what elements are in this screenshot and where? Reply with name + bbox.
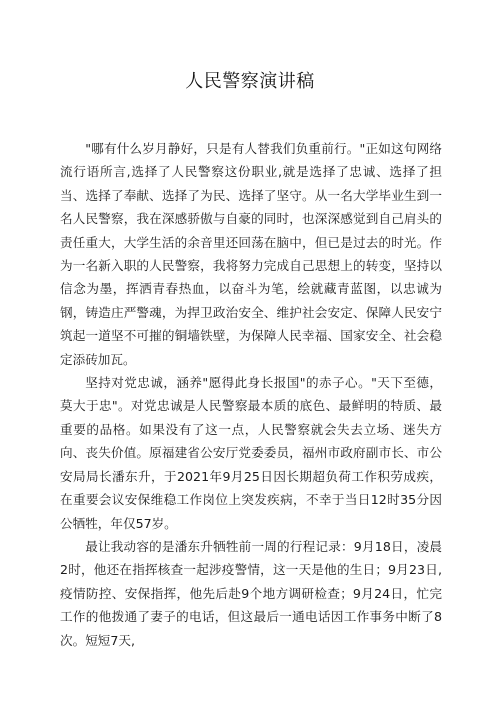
paragraph: 最让我动容的是潘东升牺牲前一周的行程记录：9月18日，凌晨2时，他还在指挥核查一起涉疫警情，这一天是他的生日；9月23日,疫情防控、安保指挥，他先后赴9个地方调研检查；9月24日，忙完工作的他拨通了妻子的电话，但这最后一通电话因工作事务中断了8次。短短7天, bbox=[60, 538, 442, 648]
document-title: 人民警察演讲稿 bbox=[185, 71, 315, 92]
paragraph: 坚持对党忠诚，涵养"愿得此身长报国"的赤子心。"天下至德，莫大于忠"。对党忠诚是人民警察最本质的底色、最鲜明的特质、最重要的品格。如果没有了这一点，人民警察就会失去立场、迷失方向、丧失价值。原福建省公安厅党委委员，福州市政府副市长、市公安局局长潘东升，于2021年9月25日因长期超负荷工作积劳成疾，在重要会议安保维稳工作岗位上突发疾病，不幸于当日12时35分因公牺牲，年仅57岁。 bbox=[60, 375, 442, 531]
document-body bbox=[60, 137, 442, 652]
paragraph: "哪有什么岁月静好，只是有人替我们负重前行。"正如这句网络流行语所言,选择了人民警察这份职业,就是选择了忠诚、选择了担当、选择了奉献、选择了为民、选择了坚守。从一名大学毕业生到一名人民警察，我在深感骄傲与自豪的同时，也深深感觉到自己肩头的责任重大，大学生活的余音里还回荡在脑中，但已是过去的时光。作为一名新入职的人民警察，我将努力完成自己思想上的转变，坚持以信念为墨，挥洒青春热血，以奋斗为笔，绘就藏青蓝图，以忠诚为钢，铸造庄严警魂，为捍卫政治安全、维护社会安定、保障人民安宁筑起一道坚不可摧的铜墙铁壁，为保障人民幸福、国家安全、社会稳定添砖加瓦。 bbox=[60, 141, 442, 367]
